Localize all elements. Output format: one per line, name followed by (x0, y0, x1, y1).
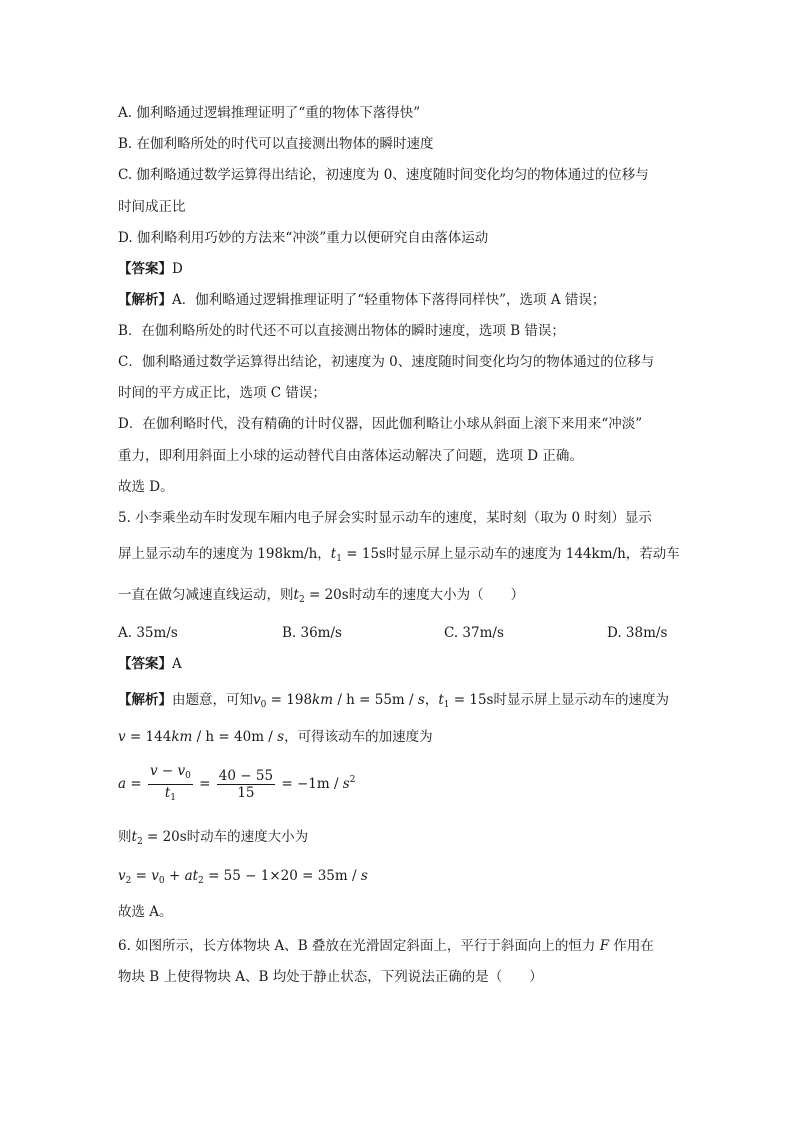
q5-option-d: D. 38m/s (607, 625, 668, 641)
q4-option-d: D. 伽利略利用巧妙的方法来“冲淡”重力以便研究自由落体运动 (118, 230, 489, 246)
q5-v2-formula: $v_2 = v_0 + at_2 = 55 - 1\times 20 = 35m / s$ (118, 868, 368, 886)
q5-option-a: A. 35m/s (118, 625, 178, 641)
q5-acceleration-formula: a = $\frac{v - v_0}{t_1}$ = $\frac{40 - 55}{15}$ = $-1m / s^2$ (118, 763, 355, 806)
q5-stem-line3: 一直在做匀减速直线运动，则$t_2 = 20s$时动车的速度大小为（ ） (118, 587, 525, 605)
q4-option-b: B. 在伽利略所处的时代可以直接测出物体的瞬时速度 (118, 136, 434, 152)
answer-value: D (172, 261, 183, 277)
fraction: $\frac{40 - 55}{15}$ (218, 768, 274, 801)
analysis-tag: 【解析】 (118, 692, 172, 708)
q5-analysis-line1: 【解析】由题意，可知$v_0 = 198km / h = 55m / s$，$t_1 = 15s$时显示屏上显示动车的速度为 (118, 692, 669, 710)
q5-t2-formula: $t_2 = 20s$ (293, 587, 349, 605)
answer-tag: 【答案】 (118, 656, 172, 672)
q5-option-b: B. 36m/s (282, 625, 342, 641)
q5-analysis-line4: 则$t_2 = 20s$时动车的速度大小为 (118, 829, 309, 847)
q4-answer (118, 260, 183, 278)
q4-analysis-line5: D．在伽利略时代，没有精确的计时仪器，因此伽利略让小球从斜面上滚下来用来“冲淡” (118, 416, 643, 432)
q5-v-formula: v = 144km / h = 40m / s (118, 729, 285, 745)
q5-analysis-line2: v = 144km / h = 40m / s，可得该动车的加速度为 (118, 729, 433, 745)
q6-stem-line2: 物块 B 上使得物块 A、B 均处于静止状态，下列说法正确的是（ ） (118, 969, 543, 985)
q4-option-a: A. 伽利略通过逻辑推理证明了“重的物体下落得快” (118, 105, 421, 121)
q5-option-c: C. 37m/s (444, 625, 504, 641)
q5-answer (118, 655, 182, 673)
fraction: $\frac{v - v_0}{t_1}$ (149, 763, 191, 803)
q4-option-c-line2: 时间成正比 (118, 199, 186, 215)
q5-t1-formula: $t_1 = 15s$ (438, 692, 494, 710)
q4-analysis-line3: C．伽利略通过数学运算得出结论，初速度为 0、速度随时间变化均匀的物体通过的位移与 (118, 354, 655, 370)
q6-stem-line1: 6. 如图所示，长方体物块 A、B 叠放在光滑固定斜面上，平行于斜面向上的恒力 F 作用在 (118, 938, 654, 954)
analysis-tag: 【解析】 (118, 292, 172, 308)
q4-analysis-line4: 时间的平方成正比，选项 C 错误； (118, 385, 326, 401)
q4-analysis-line2: B．在伽利略所处的时代还不可以直接测出物体的瞬时速度，选项 B 错误； (118, 323, 565, 339)
q5-conclusion: 故选 A。 (118, 904, 173, 920)
q4-option-c-line1: C. 伽利略通过数学运算得出结论，初速度为 0、速度随时间变化均匀的物体通过的位移与 (118, 167, 649, 183)
q5-t1-formula: $t_1 = 15s$ (330, 546, 386, 564)
q5-options (118, 624, 678, 642)
q5-v0-formula: $v_0 = 198km / h = 55m / s$ (253, 692, 425, 710)
q4-analysis-line1: 【解析】A．伽利略通过逻辑推理证明了“轻重物体下落得同样快”，选项 A 错误； (118, 292, 606, 308)
q6-force-symbol: F (599, 938, 610, 954)
q5-t2-formula: $t_2 = 20s$ (131, 829, 187, 847)
q4-conclusion: 故选 D。 (118, 479, 174, 495)
answer-tag: 【答案】 (118, 261, 172, 277)
answer-value: A (172, 656, 182, 672)
q5-stem-line2: 屏上显示动车的速度为 198km/h，$t_1 = 15s$时显示屏上显示动车的速度为 144km/h，若动车 (118, 546, 680, 564)
q5-stem-line1: 5. 小李乘坐动车时发现车厢内电子屏会实时显示动车的速度，某时刻（取为 0 时刻）显示 (118, 510, 652, 526)
q4-analysis-line6: 重力，即利用斜面上小球的运动替代自由落体运动解决了问题，选项 D 正确。 (118, 448, 583, 464)
